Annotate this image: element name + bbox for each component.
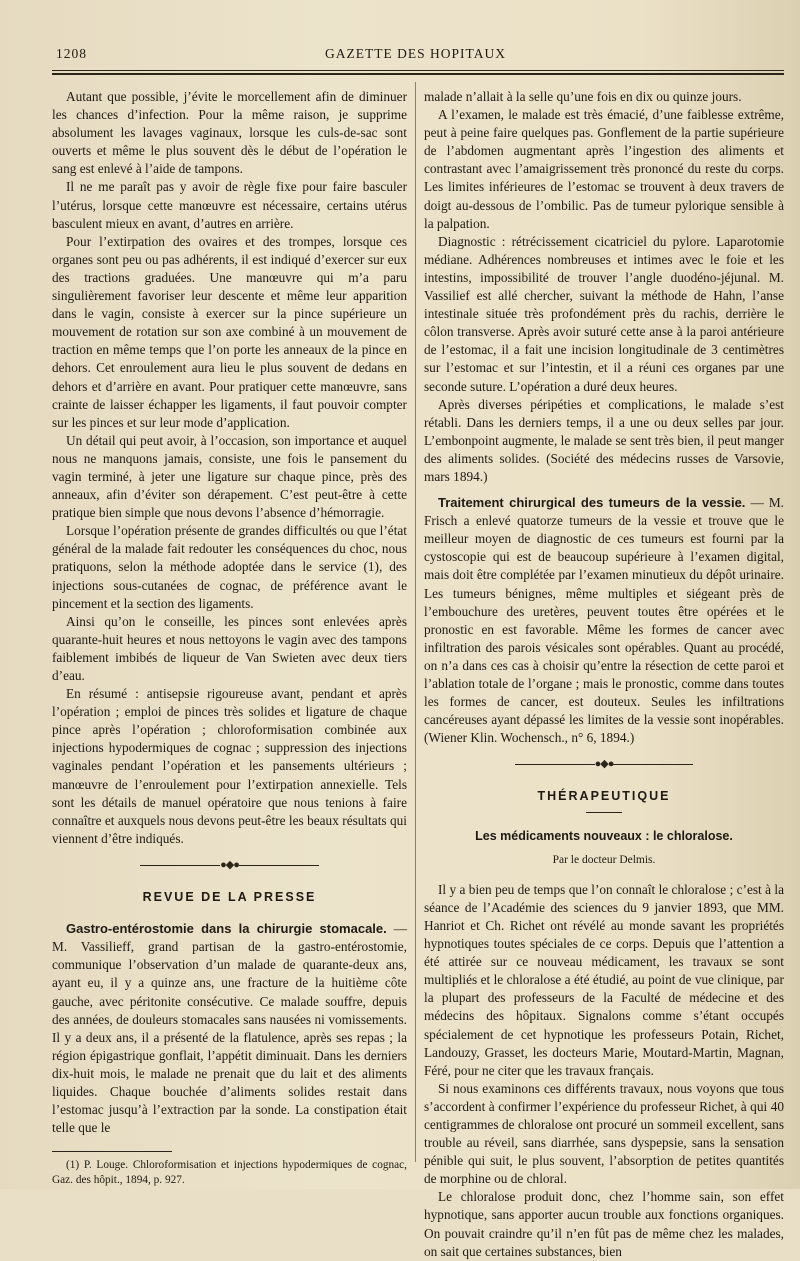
article-title: Gastro-entérostomie dans la chirurgie stomacale. xyxy=(66,921,387,937)
paragraph: Pour l’extirpation des ovaires et des trompes, lorsque ces organes sont peu ou pas adhérents, il est indiqué d’exercer sur eux des tractions graduées. Une manœuvre qui m’a paru singulièrement favoriser leur descente et même leur apparition dans le vagin, consiste à exercer sur la pince supérieure un mouvement de rotation sur son axe combiné à un mouvement de traction en même temps que l’on porte les anneaux de la pince en dehors. Cet enroulement aura lieu le plus souvent de dedans en dehors et d’arrière en avant. Pour pratiquer cette manœuvre, sans crainte de laisser échapper les ligaments, il faut pouvoir compter sur les pinces et sur leur mode d’application. xyxy=(52,233,407,430)
paragraph: Si nous examinons ces différents travaux, nous voyons que tous s’accordent à confirmer l’expérience du professeur Richet, à qui 40 centigrammes de chloralose ont procuré un sommeil excellent, sans trouble au réveil, sans diarrhée, sans dyspepsie, sans la sensation pénible qui suit, le plus souvent, l’absorption de petites quantités de morphine ou de chloral. xyxy=(424,1080,784,1187)
short-rule xyxy=(586,812,622,813)
page-header xyxy=(48,44,783,68)
right-column xyxy=(424,88,784,1261)
running-title: GAZETTE DES HOPITAUX xyxy=(325,46,506,61)
article-title: Traitement chirurgical des tumeurs de la vessie. xyxy=(438,495,746,511)
header-rule-thick xyxy=(52,73,784,75)
column-divider xyxy=(415,82,416,1162)
ornament-divider: ●◆● xyxy=(424,755,784,773)
page-number: 1208 xyxy=(56,46,87,61)
paragraph: Ainsi qu’on le conseille, les pinces sont enlevées après quarante-huit heures et nous nettoyons le vagin avec des tampons faiblement imbibés de liqueur de Van Swieten avec deux tiers d’eau. xyxy=(52,613,407,683)
paragraph: Un détail qui peut avoir, à l’occasion, son importance et auquel nous ne manquons jamais, consiste, une fois le pansement du vagin terminé, à jeter une ligature sur chaque pince, près des anneaux, afin d’éviter son dérapement. C’est peut-être à cette pratique bien simple que nous devons l’absence d’hémorragie. xyxy=(52,432,407,521)
paragraph: Autant que possible, j’évite le morcellement afin de diminuer les chances d’infection. Pour la même raison, je supprime absolument les lavages vaginaux, lorsque les culs-de-sac sont ouverts et même le plus souvent dès le début de l’opération le sang est enlevé à l’aide de tampons. xyxy=(52,89,407,177)
byline: Par le docteur Delmis. xyxy=(552,853,656,866)
article-title-chloralose: Les médicaments nouveaux : le chloralose. xyxy=(475,828,733,843)
paragraph: En résumé : antisepsie rigoureuse avant, pendant et après l’opération ; emploi de pinces très solides et ligature de chaque pince après l’opération ; chloroformisation combinée aux injections hypodermiques de cognac ; suppression des injections vaginales pendant l’opération et les pansements ultérieurs ; manœuvre de l’enroulement pour l’extirpation annexielle. Tels sont les détails de manuel opératoire que nous tenions à faire connaître et auxquels nous devons peut-être les beaux résultats qui viennent d’être indiqués. xyxy=(52,686,407,846)
section-title-revue: REVUE DE LA PRESSE xyxy=(142,890,317,905)
paragraph: Lorsque l’opération présente de grandes difficultés ou que l’état général de la malade fait redouter les conséquences du choc, nous pratiquons, selon la méthode adoptée dans le service (1), des injections sous-cutanées de cognac, de préférence avant le pincement et la section des ligaments. xyxy=(52,523,407,611)
paragraph: A l’examen, le malade est très émacié, d’une faiblesse extrême, peut à peine faire quelques pas. Gonflement de la partie supérieure de l’abdomen augmentant après l’ingestion des aliments et contrastant avec l’amaigrissement très prononcé du reste du corps. Les limites inférieures de l’estomac se trouvent à deux travers de doigt au-dessous de l’ombilic. Pas de tumeur pylorique sensible à la palpation. xyxy=(424,107,784,231)
article-gastro xyxy=(52,920,407,1137)
paragraph: Le chloralose produit donc, chez l’homme sain, son effet hypnotique, sans apporter aucun trouble aux fonctions organiques. On pouvait craindre qu’il n’en fût pas de même chez les malades, on sait que certaines substances, bien xyxy=(424,1189,784,1259)
section-title-therapeutique: THÉRAPEUTIQUE xyxy=(537,789,671,804)
paragraph: Il ne me paraît pas y avoir de règle fixe pour faire basculer l’utérus, lorsque cette manœuvre est nécessaire, certains utérus basculent mieux en avant, d’autres en arrière. xyxy=(52,179,407,231)
article-vessie xyxy=(424,494,784,747)
paragraph: Il y a bien peu de temps que l’on connaît le chloralose ; c’est à la séance de l’Académie des sciences du 9 janvier 1893, que MM. Hanriot et Ch. Richet ont révélé au monde savant les propriétés hypnotiques toutes spéciales de ce corps. Depuis que l’attention a été attirée sur ce nouveau médicament, les travaux se sont multipliés et le chloralose a été étudié, au point de vue clinique, par la plupart des professeurs de la Faculté de médecine et des médecins des hôpitaux. Signalons comme s’étant occupés spécialement de cet hypnotique les professeurs Potain, Richet, Landouzy, Grasset, les docteurs Marie, Moutard-Martin, Magnan, Féré, pour ne citer que les travaux français. xyxy=(424,881,784,1078)
ornament-divider: ●◆● xyxy=(52,856,407,874)
footnote-rule xyxy=(52,1151,172,1152)
paragraph: Diagnostic : rétrécissement cicatriciel du pylore. Laparotomie médiane. Adhérences nombreuses et intimes avec le foie et les intestins, impossibilité de trouver l’angle duodéno-jéjunal. M. Vassilief est allé chercher, suivant la méthode de Hahn, l’anse intestinale située très profondément près du rachis, derrière le côlon transverse. Après avoir suturé cette anse à la paroi antérieure de l’estomac, il a fait une incision longitudinale de 3 centimètres sur l’estomac et sur l’intestin, et il a réuni ces organes par une seconde suture. L’opération a duré deux heures. xyxy=(424,233,784,394)
paragraph: malade n’allait à la selle qu’une fois en dix ou quinze jours. xyxy=(424,89,742,104)
header-rule xyxy=(52,70,784,71)
left-column xyxy=(52,88,407,1188)
article-body: — M. Vassilieff, grand partisan de la gastro-entérostomie, communique l’observation d’un malade de quarante-deux ans, ayant eu, il y a quinze ans, une fracture de la huitième côte gauche, avec péritonite consécutive. Ce malade souffre, depuis des années, de douleurs stomacales sans nausées ni vomissements. Il y a deux ans, il a présenté de la flatulence, après ses repas ; la région épigastrique gonflait, l’appétit diminuait. Dans les derniers dix-huit mois, le malade ne prenait que du lait et des aliments liquides. Chaque bouchée d’aliments solides restait dans l’estomac jusqu’à l’extraction par la sonde. La constipation était telle que le xyxy=(52,921,407,1136)
paragraph: Après diverses péripéties et complications, le malade s’est rétabli. Dans les derniers temps, il a une ou deux selles par jour. L’embonpoint augmente, le malade se sent très bien, il peut manger des aliments solides. (Société des médecins russes de Varsovie, mars 1894.) xyxy=(424,396,784,484)
footnote: (1) P. Louge. Chloroformisation et injections hypodermiques de cognac, Gaz. des hôpit., 1894, p. 927. xyxy=(52,1159,407,1187)
article-body: — M. Frisch a enlevé quatorze tumeurs de la vessie et trouve que le meilleur moyen de diagnostic de ces tumeurs est fourni par la cystoscopie qui est de beaucoup supérieure à l’examen digital, mais doit être complétée par l’examen minutieux du dépôt urinaire. Les tumeurs bénignes, même multiples et siégeant près de l’embouchure des uretères, peuvent toutes être opérées et le pronostic en est favorable. Même les formes de cancer avec infiltration des parois vésicales sont opérables. Quant au procédé, on n’a dans ces cas à choisir qu’entre la résection de cette paroi et l’ablation totale de l’organe ; mais le pronostic, comme dans toutes les formes de cancer, est douteux. Seules les infiltrations cancéreuses ayant dépassé les limites de la vessie sont inopérables. (Wiener Klin. Wochensch., n° 6, 1894.) xyxy=(424,495,784,746)
